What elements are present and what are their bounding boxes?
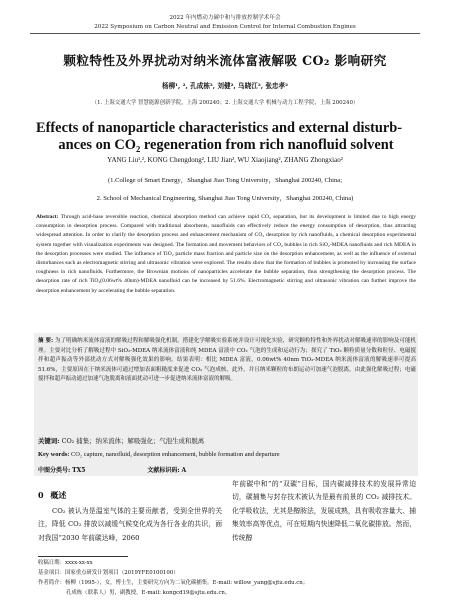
abstract-en-label: Abstract: (36, 214, 59, 220)
clc-code: 中图分类号: TX5 (38, 467, 86, 474)
cn-authors: 杨柳¹, ², 孔成栋², 刘健², 乌晓江², 张忠孝² (161, 82, 288, 90)
section-title: 概述 (50, 490, 67, 500)
abstract-cn-text: 为了明确纳米流体富液的解吸过程和解吸强化机制，搭建化学解吸实验系统并设计可视化实验，研究颗粒特性和外界扰动对解吸速率的影响及可能机理。主要对比分析了解吸过程中 SiO₂-MDEA 纳米流体富液和纯 MDEA 富液中 CO₂ 气泡的生成和运动行为；探究了 TiO₂ 颗粒质量分数和粒径、电磁搅拌和超声振动等外部扰动方式对解吸强化效果的影响。结果表明：相比 MDEA 富液，0.06wt% 40nm TiO₂-MDEA 纳米流体富液的解吸速率可提高 51.6%，主要原因在于纳米流体可通过增加表面粗糙度来促进 CO₂ 气泡成核，此外，并且纳米颗粒的布朗运动可加速气泡脱离，由此强化解吸过程；电磁搅拌和超声振动通过加速气泡脱离和液面扰动可进一步促进纳米流体富液的解吸。 (38, 338, 417, 383)
keywords-cn-label: 关键词: (38, 437, 60, 445)
header-rule (30, 33, 420, 34)
running-header-en: 2022 Symposium on Carbon Neutral and Emission Control for Internal Combustion Engines (94, 24, 356, 30)
footnote-author-intro: 作者简介：杨柳（1995-），女，博士生，主要研究方向为二氧化碳捕集。E-mail: willow_yang@sjtu.edu.cn； (38, 580, 309, 586)
abstract-cn-label: 摘 要: (38, 338, 54, 344)
running-header-cn: 2022 年内燃动力碳中和与排放控制学术年会 (169, 15, 281, 21)
footnote-fund: 基金项目：国家重点研发计划项目（2019YFE0100100） (38, 570, 179, 576)
footnote-rule (38, 556, 128, 557)
keywords-cn (38, 436, 204, 445)
cn-title: 颗粒特性及外界扰动对纳米流体富液解吸 CO₂ 影响研究 (63, 53, 387, 68)
classification-line (38, 465, 418, 474)
en-authors: YANG Liu¹,², KONG Chengdong², LIU Jian², WU Xiaojiang², ZHANG Zhongxiao² (107, 156, 343, 164)
footnote-received: 收稿日期：xxxx-xx-xx (38, 560, 93, 566)
section-number: 0 (38, 490, 44, 500)
keywords-en (38, 451, 280, 458)
body-column-right: 年前碳中和”的“双碳”目标，国内碳减排技术的发展异常迫切，碳捕集与封存技术被认为是最有前景的 CO₂ 减排技术。化学吸收法，尤其是醇胺法，发展成熟，具有吸收容量大、捕集效率高等优点，可在短期内快速降低二氧化碳排放。然而，传统醇 (232, 480, 416, 542)
en-affiliation-2: 2. School of Mechanical Engineering, Shanghai Jiao Tong University，Shanghai 200240, China) (96, 195, 354, 202)
abstract-cn (38, 337, 416, 385)
en-affiliation-1: (1.College of Smart Energy，Shanghai Jiao Tong University，Shanghai 200240, China; (107, 177, 343, 184)
en-title-line-2: ances on CO₂ regeneration from rich nanofluid solvent (58, 137, 394, 153)
body-column-left: CO₂ 被认为是温室气体的主要贡献者，受到全世界的关注，降低 CO₂ 排放以减缓气候变化成为各行各业的共识，面对我国“2030 年前碳达峰，2060 (38, 507, 222, 542)
cn-affiliations: （1. 上海交通大学 智慧能源创新学院，上海 200240；2. 上海交通大学 机械与动力工程学院，上海 200240） (91, 100, 359, 106)
keywords-cn-text: CO₂ 捕集；纳米流体；解吸强化；气泡生成和脱离 (61, 437, 205, 445)
abstract-en-text: Through acid-base reversible reaction, chemical absorption method can achieve rapid CO₂ separation, but its development is limited due to high energy consumption in desorption process. Compared with traditional absorbents, nanofluids can effectively reduce the energy consumption of desorption, thus attracting widespread attention. In order to clarify the desorption process and enhancement mechanism of CO₂ desorption by rich nanofluids, a chemical desorption experimental system together with visualization experiments was designed. The formation and movement behaviors of CO₂ bubbles in rich SiO₂-MDEA nanofluids and rich MDEA in the desorption processes were studied. The influence of TiO₂ particle mass fraction and particle size on the desorption enhancement, as well as the influence of external disturbances such as electromagnetic stirring and ultrasonic vibration were explored. The results show that the formation of bubbles is promoted by increasing the surface roughness in rich nanofluids. Furthermore, the Brownian motions of nanoparticles accelerate the bubble separation, thus strengthening the desorption process. The desorption rate of rich TiO₂(0.06wt% 40nm)-MDEA nanofluid can be increased by 51.6%. Electromagnetic stirring and ultrasonic vibration can further improve the desorption enhancement by accelerating the bubble separation. (36, 214, 416, 294)
doc-code: 文献标识码: A (147, 467, 187, 474)
keywords-en-label: Key words: (38, 451, 70, 458)
en-title-line-1: Effects of nanoparticle characteristics and external disturb- (36, 120, 403, 136)
footnote-author-contact: 孔成栋（联系人）男，副教授，E-mail: kongcd19@sjtu.edu.cn。 (66, 590, 231, 596)
section-heading (38, 490, 66, 501)
keywords-en-text: CO₂ capture, nanofluid, desorption enhancement, bubble formation and departure (71, 451, 280, 458)
abstract-en (36, 213, 416, 296)
en-title (36, 120, 416, 154)
